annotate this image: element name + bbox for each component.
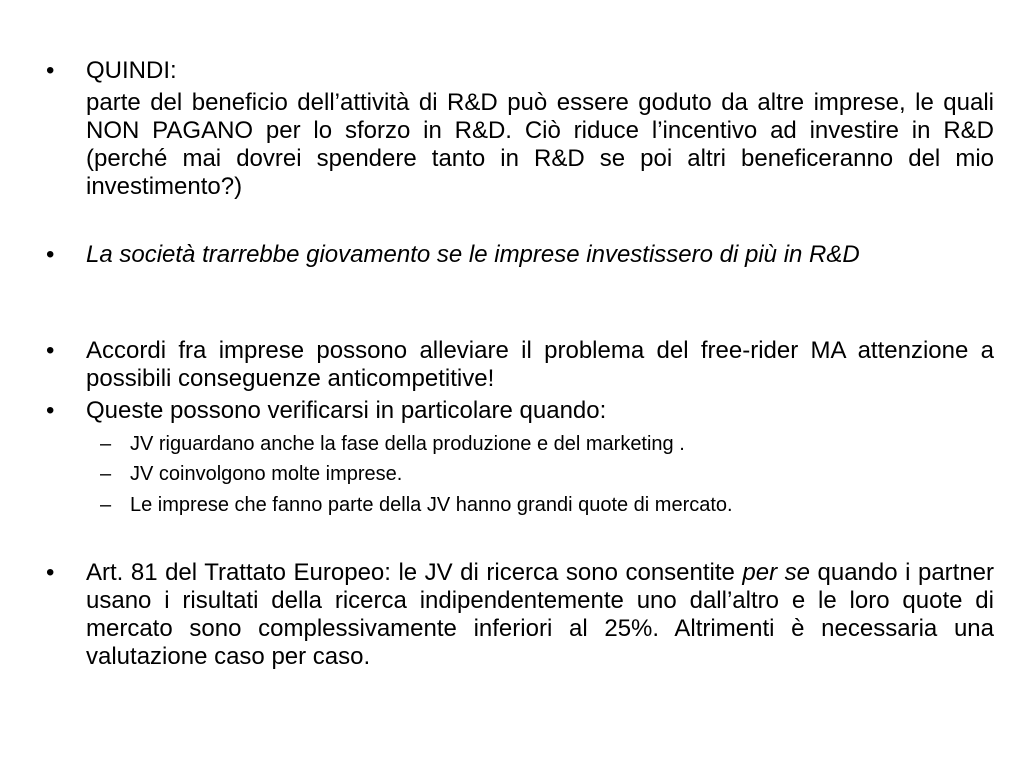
bullet-marker: • <box>46 57 55 84</box>
paragraph-quindi-body <box>46 89 994 201</box>
bullet-marker: • <box>46 559 55 586</box>
bullet-text: La società trarrebbe giovamento se le imprese investissero di più in R&D <box>86 241 860 268</box>
bullet-item-art81 <box>46 559 994 671</box>
dash-marker: – <box>100 494 112 516</box>
bullet-item-accordi <box>46 337 994 393</box>
bullet-text: Queste possono verificarsi in particolare quando: <box>86 397 607 424</box>
paragraph-text: parte del beneficio dell’attività di R&D può essere goduto da altre imprese, le quali NON PAGANO per lo sforzo in R&D. Ciò riduce l’incentivo ad investire in R&D (perché mai dovrei spendere tanto in R&D se poi altri beneficeranno del mio investimento?) <box>86 89 994 200</box>
text-italic-part: per se <box>742 559 810 586</box>
dash-marker: – <box>100 463 112 485</box>
sub-item-text: JV coinvolgono molte imprese. <box>130 463 403 485</box>
bullet-title: QUINDI: <box>86 57 177 84</box>
bullet-item-quindi <box>46 57 994 85</box>
bullet-item-societa <box>46 241 994 269</box>
bullet-marker: • <box>46 241 55 268</box>
sub-item-text: JV riguardano anche la fase della produzione e del marketing . <box>130 433 685 455</box>
sub-item <box>100 432 994 456</box>
bullet-text <box>86 559 994 671</box>
dash-marker: – <box>100 433 112 455</box>
bullet-marker: • <box>46 337 55 364</box>
bullet-marker: • <box>46 397 55 424</box>
text-part: Art. 81 del Trattato Europeo: le JV di ricerca sono consentite <box>86 559 743 586</box>
bullet-text: Accordi fra imprese possono alleviare il problema del free-rider MA attenzione a possibili conseguenze anticompetitive! <box>86 337 994 392</box>
sub-item <box>100 462 994 486</box>
sub-item-text: Le imprese che fanno parte della JV hanno grandi quote di mercato. <box>130 494 733 516</box>
text-part: quando i partner usano i risultati della ricerca indipendentemente uno dall’altro e le loro quote di mercato sono complessivamente inferiori al 25%. Altrimenti è necessaria una valutazione caso per caso. <box>86 559 995 670</box>
bullet-item-queste <box>46 397 994 425</box>
sub-item <box>100 493 994 517</box>
